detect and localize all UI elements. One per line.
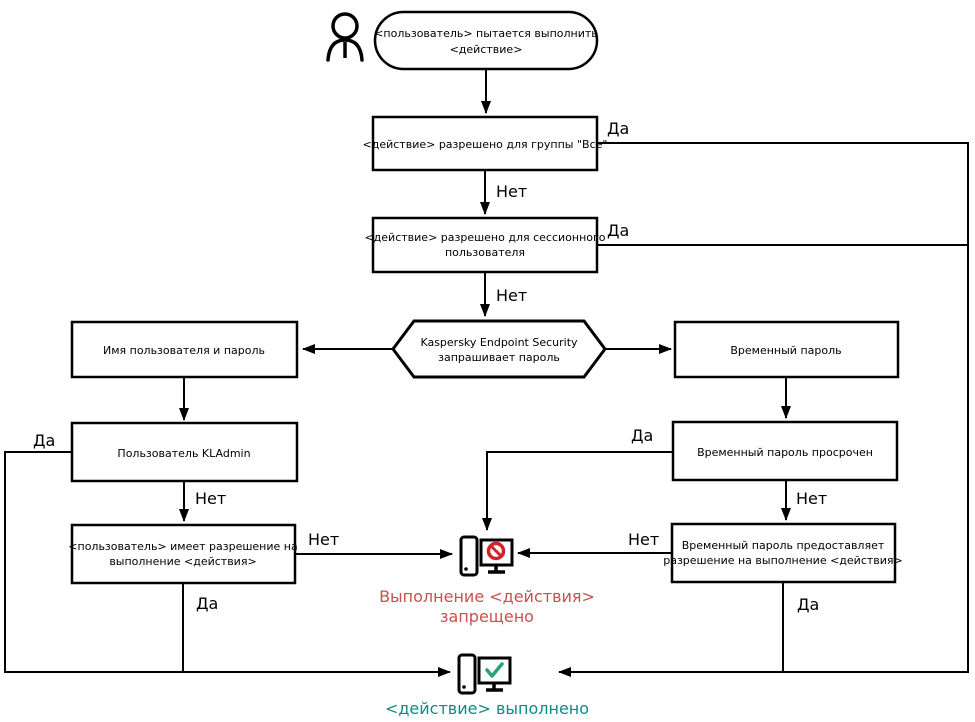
start-node (374, 12, 598, 69)
allowed-for-all-line1: <действие> разрешено для группы "Все" (362, 138, 608, 151)
allowed-for-all-node (363, 117, 608, 170)
kes-prompts-line1: Kaspersky Endpoint Security (420, 336, 578, 349)
temporary-password-node (675, 322, 898, 377)
label-allowed-all-no: Нет (496, 182, 528, 201)
edge-expired-yes-to-denied (487, 452, 673, 530)
label-temp-grants-yes: Да (797, 595, 820, 614)
action-denied-label (379, 587, 595, 626)
temp-grants-shape (672, 524, 895, 582)
kladmin-node (72, 423, 297, 481)
allowed-for-session-shape (373, 218, 597, 272)
label-temp-grants-no: Нет (628, 530, 660, 549)
done-phone-shape (459, 655, 475, 693)
kladmin-line1: Пользователь KLAdmin (117, 447, 251, 460)
label-allowed-all-yes: Да (607, 119, 630, 138)
label-temp-expired-yes: Да (631, 426, 654, 445)
action-done-label: <действие> выполнено (384, 699, 590, 718)
user-icon-head (333, 14, 357, 38)
blocked-phone-button (464, 567, 468, 571)
allowed-for-session-line2: пользователя (444, 246, 526, 259)
user-has-permission-line2: выполнение <действия> (109, 555, 257, 568)
action-denied-line2: запрещено (440, 607, 534, 626)
allowed-for-session-line1: <действие> разрешено для сессионного (364, 231, 606, 244)
username-password-line1: Имя пользователя и пароль (102, 344, 266, 357)
user-has-permission-line1: <пользователь> имеет разрешение на (68, 540, 298, 553)
username-password-node (72, 322, 297, 377)
label-user-permission-no: Нет (308, 530, 340, 549)
label-user-permission-yes: Да (196, 594, 219, 613)
label-temp-expired-no: Нет (796, 489, 828, 508)
temporary-password-line1: Временный пароль (730, 344, 842, 357)
user-has-permission-node (68, 525, 297, 583)
done-phone-button (462, 685, 466, 689)
kes-prompts-password-node (393, 321, 605, 377)
temp-grants-line1: Временный пароль предоставляет (681, 539, 885, 552)
blocked-phone-shape (461, 537, 477, 575)
device-check-icon (459, 655, 510, 693)
start-node-shape (375, 12, 597, 69)
start-node-line1: <пользователь> пытается выполнить (374, 27, 598, 40)
label-kladmin-yes: Да (33, 431, 56, 450)
action-denied-line1: Выполнение <действия> (379, 587, 595, 606)
user-has-permission-shape (72, 525, 295, 583)
temp-grants-line2: разрешение на выполнение <действия> (663, 554, 903, 567)
label-allowed-session-no: Нет (496, 286, 528, 305)
start-node-line2: <действие> (449, 43, 523, 56)
label-allowed-session-yes: Да (607, 221, 630, 240)
temp-grants-node (663, 524, 903, 582)
allowed-for-session-node (364, 218, 605, 272)
kes-prompts-line2: запрашивает пароль (438, 351, 560, 364)
temp-expired-line1: Временный пароль просрочен (697, 446, 873, 459)
temp-expired-node (673, 422, 897, 480)
device-blocked-icon (461, 537, 512, 575)
user-icon (328, 14, 362, 60)
kes-prompts-password-shape (393, 321, 605, 377)
label-kladmin-no: Нет (195, 489, 227, 508)
